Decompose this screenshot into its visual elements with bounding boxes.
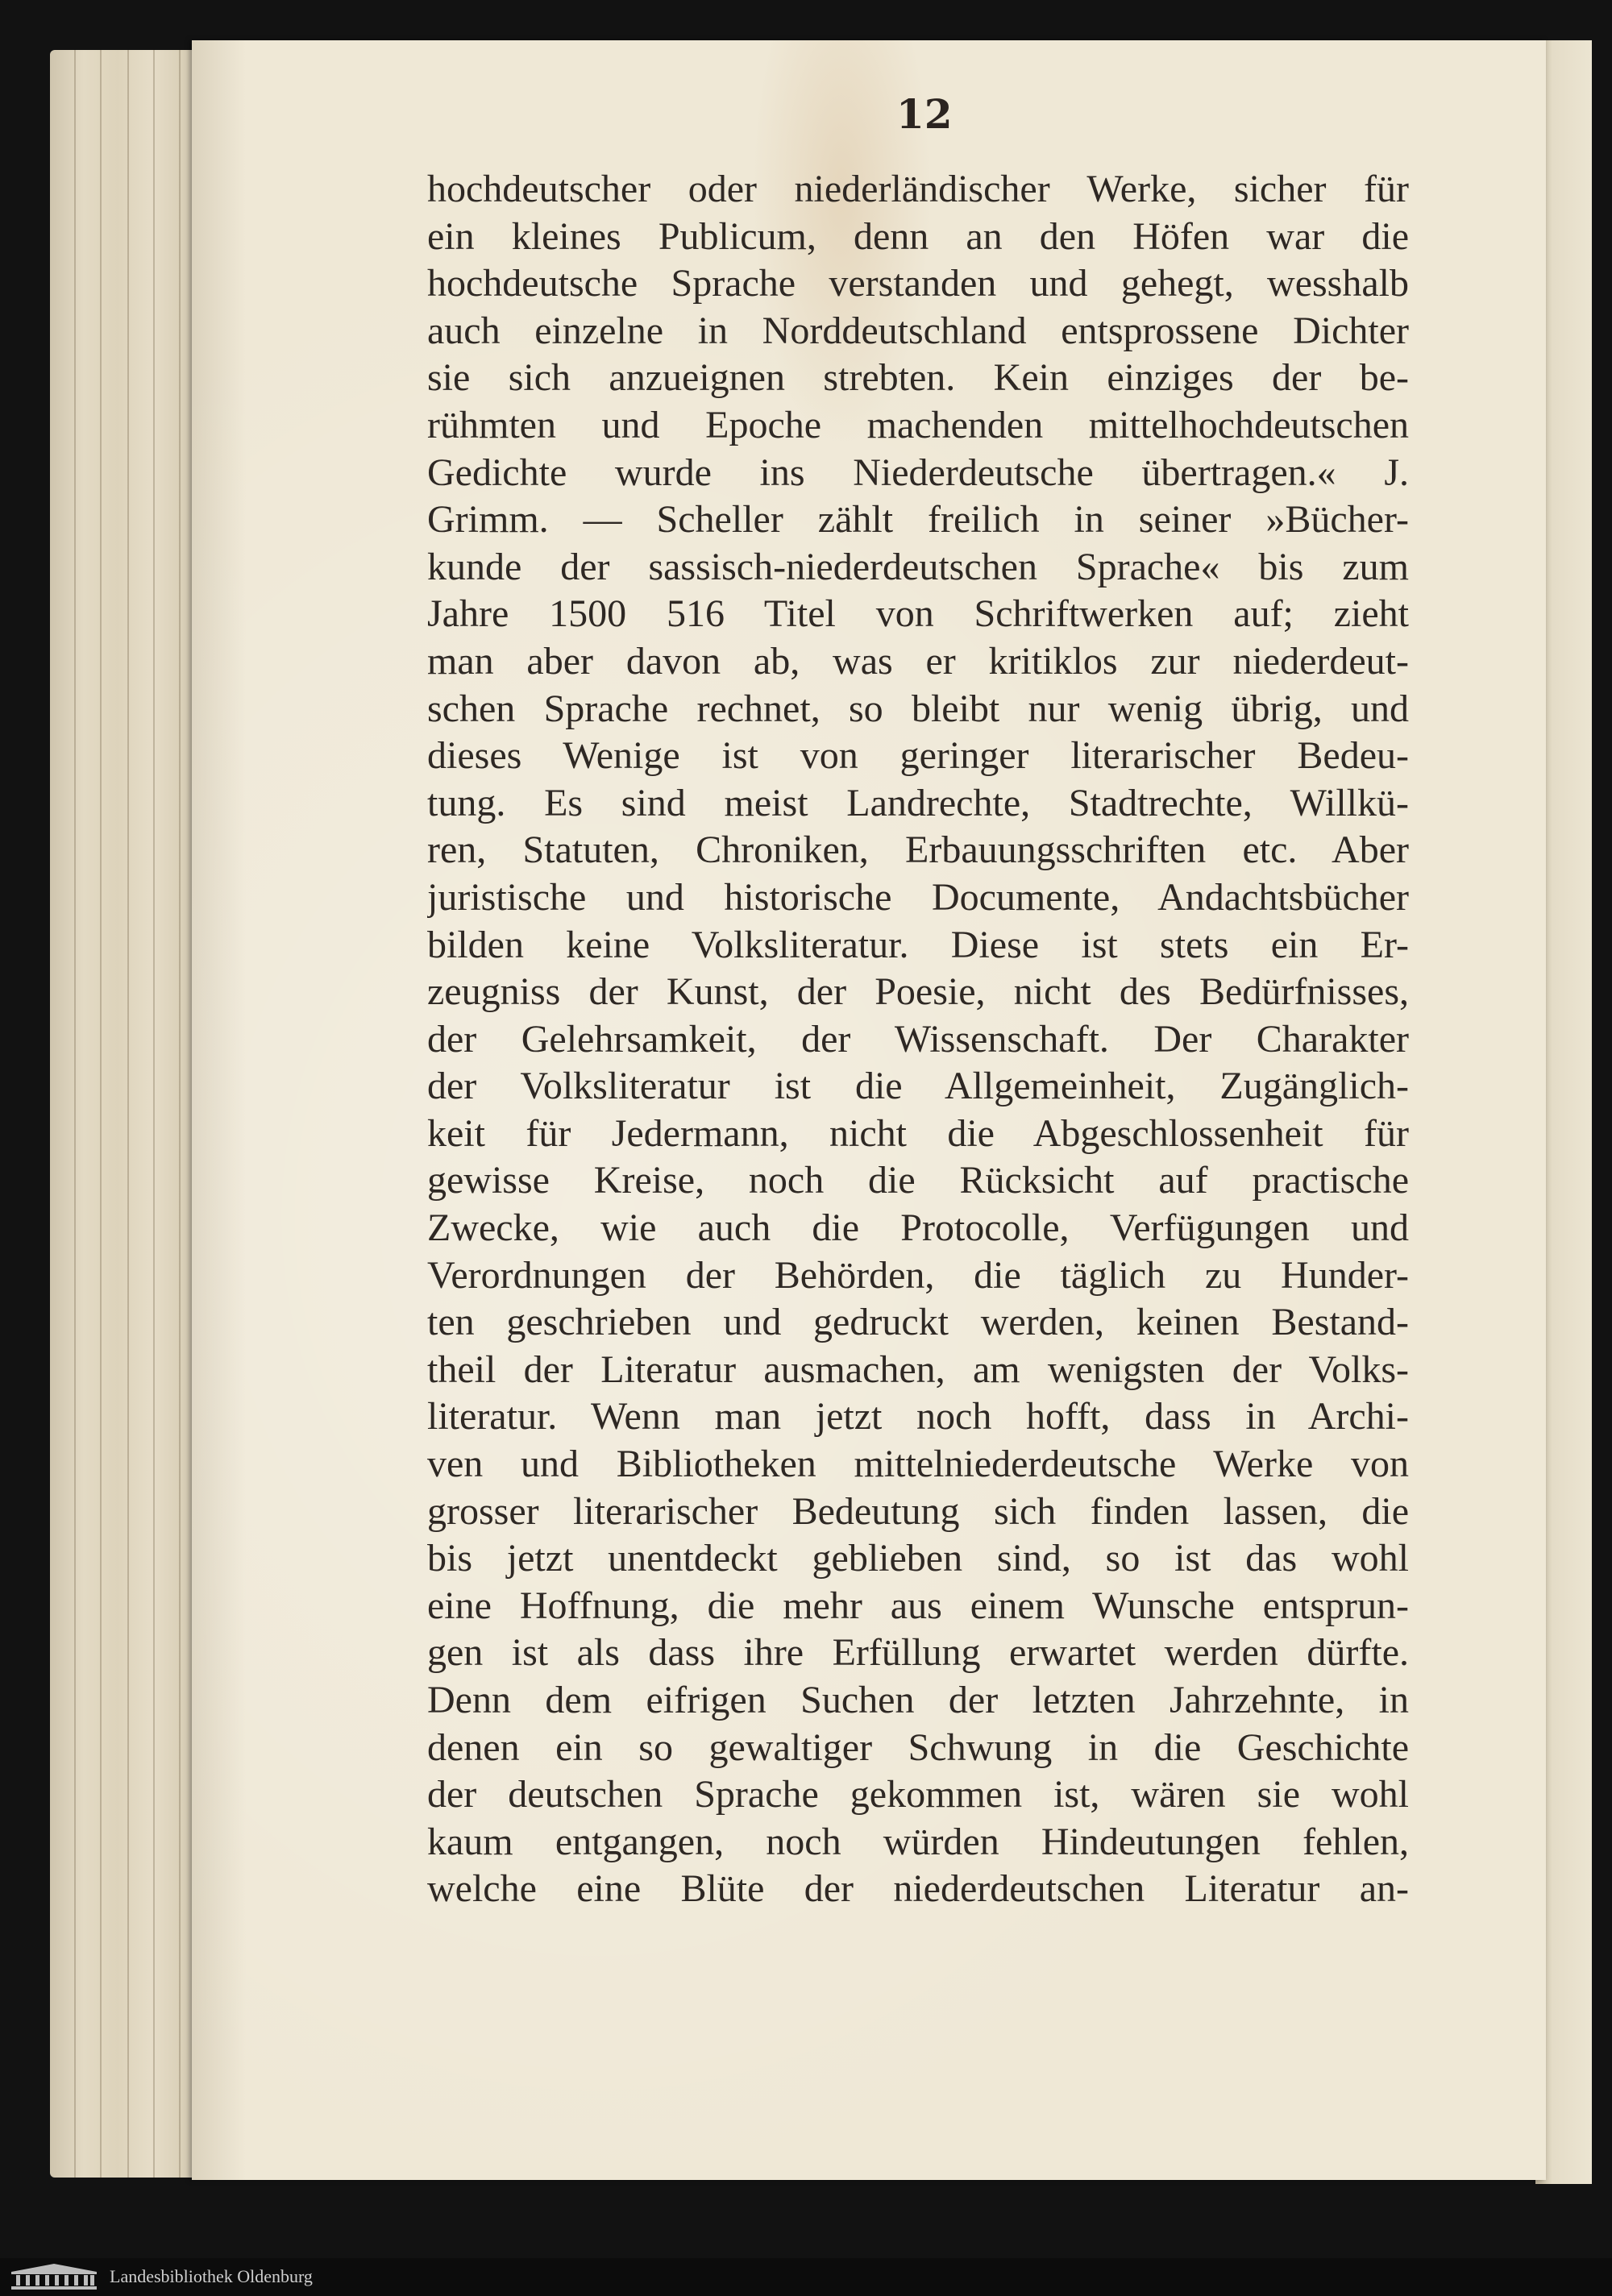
text-line: der deutschen Sprache gekommen ist, wären sie wohl: [427, 1773, 1409, 1816]
text-line: Verordnungen der Behörden, die täglich zu Hunder-: [427, 1253, 1409, 1297]
text-line: Gedichte wurde ins Niederdeutsche übertragen.« J.: [427, 450, 1409, 494]
text-line: welche eine Blüte der niederdeutschen Literatur an-: [427, 1867, 1409, 1911]
text-line: hochdeutscher oder niederländischer Werke, sicher für: [427, 168, 1409, 210]
library-building-icon: [10, 2262, 98, 2291]
text-line: juristische und historische Documente, Andachtsbücher: [427, 875, 1409, 919]
text-line: hochdeutsche Sprache verstanden und gehegt, wesshalb: [427, 262, 1409, 305]
text-line: zeugniss der Kunst, der Poesie, nicht des Bedürfnisses,: [427, 970, 1409, 1014]
text-line: ven und Bibliotheken mittelniederdeutsche Werke von: [427, 1443, 1409, 1486]
text-line: bis jetzt unentdeckt geblieben sind, so ist das wohl: [427, 1537, 1409, 1580]
text-line: ein kleines Publicum, denn an den Höfen war die: [427, 214, 1409, 258]
text-line: Jahre 1500 516 Titel von Schriftwerken auf; zieht: [427, 592, 1409, 636]
text-line: literatur. Wenn man jetzt noch hofft, dass in Archi-: [427, 1395, 1409, 1439]
text-line: kunde der sassisch-niederdeutschen Sprache« bis zum: [427, 545, 1409, 588]
text-line: ren, Statuten, Chroniken, Erbauungsschriften etc. Aber: [427, 828, 1409, 872]
text-line: dieses Wenige ist von geringer literarischer Bedeu-: [427, 734, 1409, 778]
text-line: man aber davon ab, was er kritiklos zur niederdeut-: [427, 639, 1409, 683]
text-line: sie sich anzueignen strebten. Kein einziges der be-: [427, 356, 1409, 400]
text-line: schen Sprache rechnet, so bleibt nur wenig übrig, und: [427, 687, 1409, 730]
text-line: Denn dem eifrigen Suchen der letzten Jahrzehnte, in: [427, 1679, 1409, 1721]
text-line: gen ist als dass ihre Erfüllung erwartet werden dürfte.: [427, 1631, 1409, 1675]
text-line: rühmten und Epoche machenden mittelhochdeutschen: [427, 403, 1409, 446]
library-name: Landesbibliothek Oldenburg: [110, 2266, 313, 2286]
text-line: bilden keine Volksliteratur. Diese ist stets ein Er-: [427, 923, 1409, 966]
text-line: auch einzelne in Norddeutschland entsprossene Dichter: [427, 309, 1409, 352]
text-line: der Gelehrsamkeit, der Wissenschaft. Der Charakter: [427, 1017, 1409, 1061]
body-text: [427, 166, 1409, 1913]
text-line: grosser literarischer Bedeutung sich finden lassen, die: [427, 1489, 1409, 1533]
text-line: Grimm. — Scheller zählt freilich in seiner »Bücher-: [427, 498, 1409, 542]
text-line: tung. Es sind meist Landrechte, Stadtrechte, Willkü-: [427, 781, 1409, 824]
text-line: der Volksliteratur ist die Allgemeinheit, Zugänglich-: [427, 1065, 1409, 1108]
text-line: eine Hoffnung, die mehr aus einem Wunsche entsprun-: [427, 1584, 1409, 1627]
text-line: theil der Literatur ausmachen, am wenigsten der Volks-: [427, 1347, 1409, 1391]
text-line: ten geschrieben und gedruckt werden, keinen Bestand-: [427, 1301, 1409, 1344]
text-line: kaum entgangen, noch würden Hindeutungen fehlen,: [427, 1820, 1409, 1863]
text-line: keit für Jedermann, nicht die Abgeschlossenheit für: [427, 1111, 1409, 1155]
text-line: denen ein so gewaltiger Schwung in die Geschichte: [427, 1725, 1409, 1769]
page-number: 12: [896, 90, 953, 138]
text-line: gewisse Kreise, noch die Rücksicht auf practische: [427, 1159, 1409, 1202]
text-line: Zwecke, wie auch die Protocolle, Verfügungen und: [427, 1206, 1409, 1250]
